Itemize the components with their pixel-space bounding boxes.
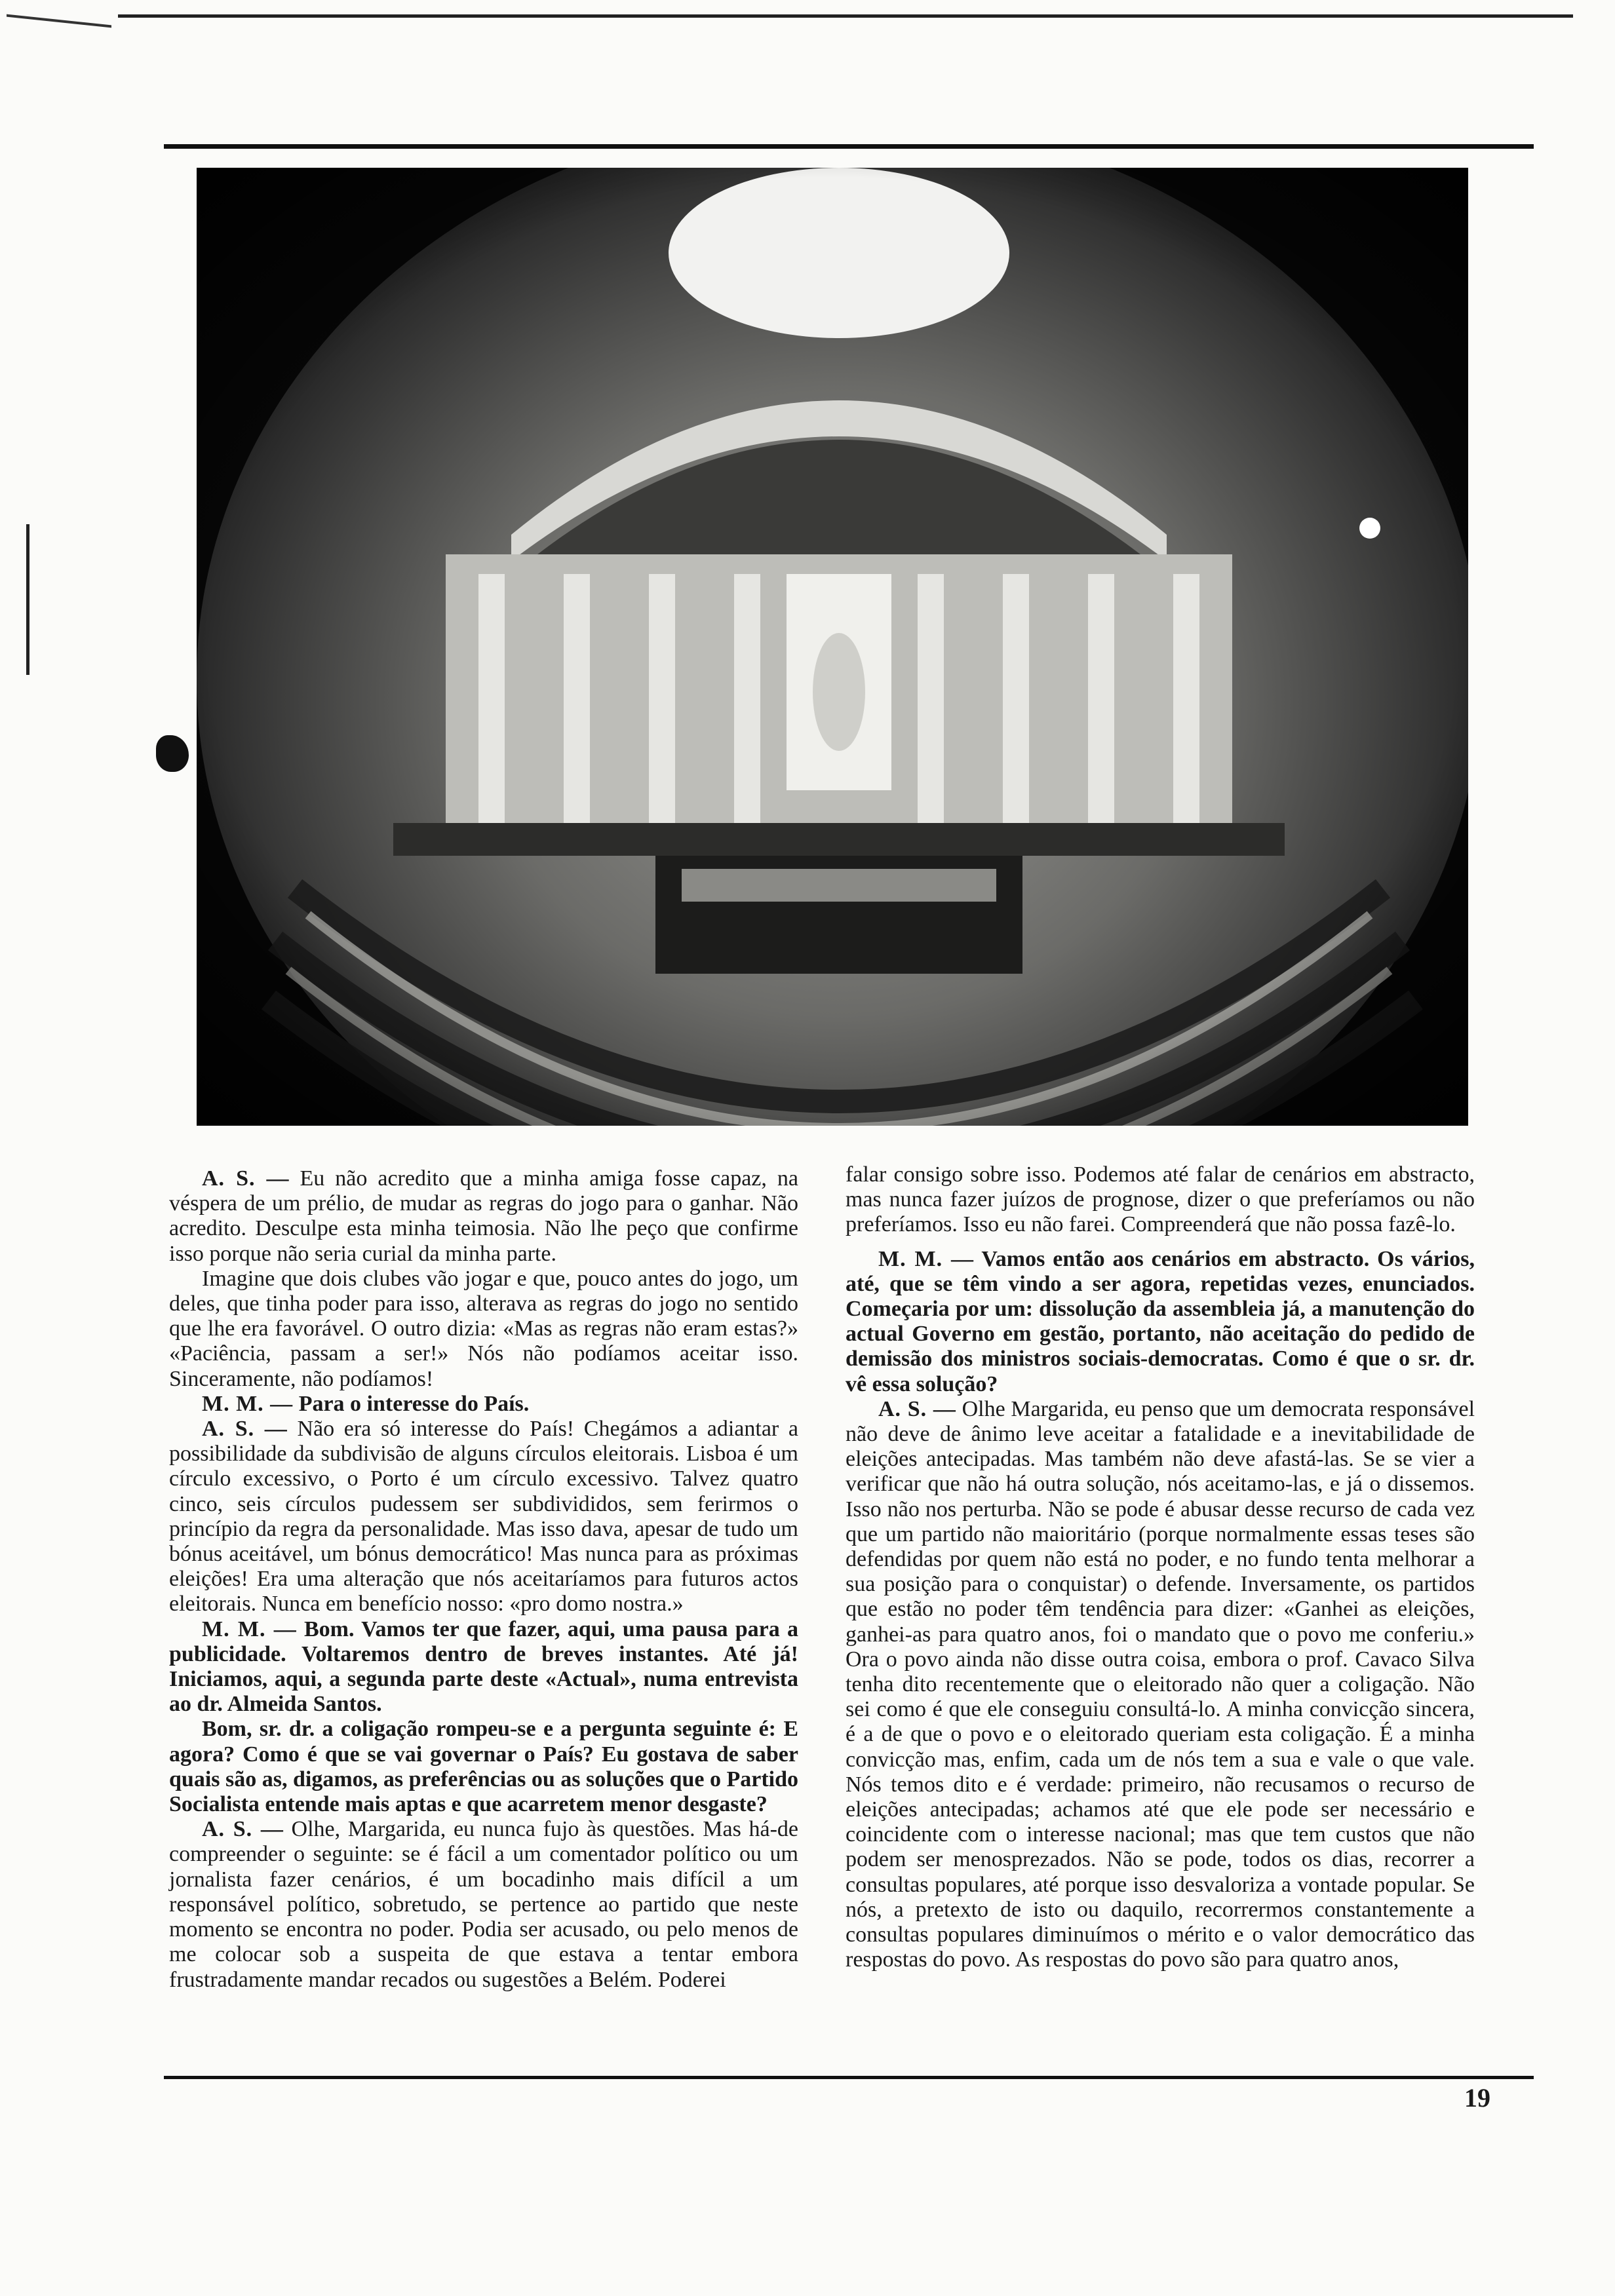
paragraph: A. S. — Olhe, Margarida, eu nunca fujo às questões. Mas há-de compreender o seguinte: se é fácil a um comentador político ou um jornalista fazer cenários, é um bocadinho mais difícil a um responsável político, sobretudo, se pertence ao partido que neste momento se encontra no poder. Podia ser acusado, ou pelo menos de me colocar sob a suspeita de que estava a tentar embora frustradamente mandar recados ou sugestões a Belém. Poderei — [169, 1817, 799, 1992]
parliament-photo-illustration — [197, 168, 1468, 1126]
article-column-left — [169, 1166, 798, 1993]
paragraph: Imagine que dois clubes vão jogar e que, pouco antes do jogo, um deles, que tinha poder para isso, alterava as regras do jogo no sentido que lhe era favorável. O outro dizia: «Mas as regras não eram estas?» «Paciência, passam a ser!» Nós não podíamos aceitar isso. Sinceramente, não podíamos! — [169, 1266, 798, 1391]
paragraph: A. S. — Não era só interesse do País! Chegámos a adiantar a possibilidade da subdivisão de alguns círculos eleitorais. Lisboa é um círculo excessivo, o Porto é um círculo excessivo. Talvez quatro cinco, seis círculos pudessem ser subdivididos, sem ferirmos o princípio da regra da personalidade. Mas isso dava, apesar de tudo um bónus aceitável, um bónus democrático! Mas nunca para as próximas eleições! Era uma alteração que nós aceitaríamos para futuros actos eleitorais. Nunca em benefício nosso: «pro domo nostra.» — [169, 1417, 798, 1617]
question-paragraph: M. M. — Vamos então aos cenários em abstracto. Os vários, até, que se têm vindo a ser agora, repetidas vezes, enunciados. Começaria por um: dissolução da assembleia já, a manutenção do actual Governo em gestão, portanto, não aceitação do pedido de demissão dos ministros sociais-democratas. Como é que o sr. dr. vê essa solução? — [846, 1246, 1475, 1396]
question-paragraph: M. M. — Para o interesse do País. — [202, 1391, 530, 1416]
question-paragraph: Bom, sr. dr. a coligação rompeu-se e a pergunta seguinte é: E agora? Como é que se vai governar o País? Eu gostava de saber quais são as, digamos, as preferências ou as soluções que o Partido Socialista entende mais aptas e que acarretem menor desgaste? — [169, 1717, 798, 1817]
paragraph: A. S. — Olhe Margarida, eu penso que um democrata responsável não deve de ânimo leve aceitar a fatalidade e a inevitabilidade de eleições antecipadas. Mas também não deve afastá-las. Se se vier a verificar que não há outra solução, nós aceitamo-las, e já o dissemos. Isso não nos perturba. Não se pode é abusar desse recurso de cada vez que um partido não maioritário (porque normalmente essas teses são defendidas por quem não está no poder, e no fundo tenta melhorar a sua posição para o conquistar) o defende. Inversamente, os partidos que estão no poder têm tendência para dizer: «Ganhei as eleições, ganhei-as para quatro anos, foi o mandato que o povo me conferiu.» Ora o povo ainda não disse outra coisa, embora o prof. Cavaco Silva tenha dito recentemente que o eleitorado não quer a coligação. Não sei como é que ele conseguiu consultá-lo. A minha convicção sincera, é a de que o povo e o eleitorado queriam esta coligação. É a minha convicção mas, enfim, cada um de nós tem a sua e vale o que vale. Nós temos dito e é verdade: primeiro, não recusamos o recurso de eleições antecipadas; achamos até que ele pode ser necessário e coincidente com o interesse nacional; mas que tem custos que não podem ser menosprezados. Não se pode, todos os dias, recorrer a consultas populares, até porque isso desvaloriza a vontade popular. Se nós, a pretexto de isto ou daquilo, recorrermos constantemente a consultas populares diminuímos o mérito e o valor democrático das respostas do povo. As respostas do povo são para quatro anos, — [846, 1396, 1475, 1972]
scan-edge-line — [118, 14, 1573, 18]
paragraph: falar consigo sobre isso. Podemos até falar de cenários em abstracto, mas nunca fazer juízos de prognose, dizer o que preferíamos ou não preferíamos. Isso eu não farei. Compreenderá que não possa fazê-lo. — [846, 1162, 1475, 1237]
page-number: 19 — [1464, 2083, 1490, 2113]
margin-mark — [26, 524, 29, 675]
margin-blob — [156, 735, 189, 772]
paragraph: A. S. — Eu não acredito que a minha amiga fosse capaz, na véspera de um prélio, de mudar as regras do jogo para o ganhar. Não acredito. Desculpe esta minha teimosia. Não lhe peço que confirme isso porque não seria curial da minha parte. — [169, 1166, 798, 1266]
scan-artifact — [7, 0, 111, 28]
top-rule — [164, 144, 1534, 149]
bottom-rule — [164, 2076, 1534, 2079]
parliament-photo — [197, 168, 1468, 1126]
question-paragraph: M. M. — Bom. Vamos ter que fazer, aqui, uma pausa para a publicidade. Voltaremos dentro de breves instantes. Até já! Iniciamos, aqui, a segunda parte deste «Actual», numa entrevista ao dr. Almeida Santos. — [169, 1617, 798, 1717]
article-column-right — [846, 1162, 1475, 1973]
